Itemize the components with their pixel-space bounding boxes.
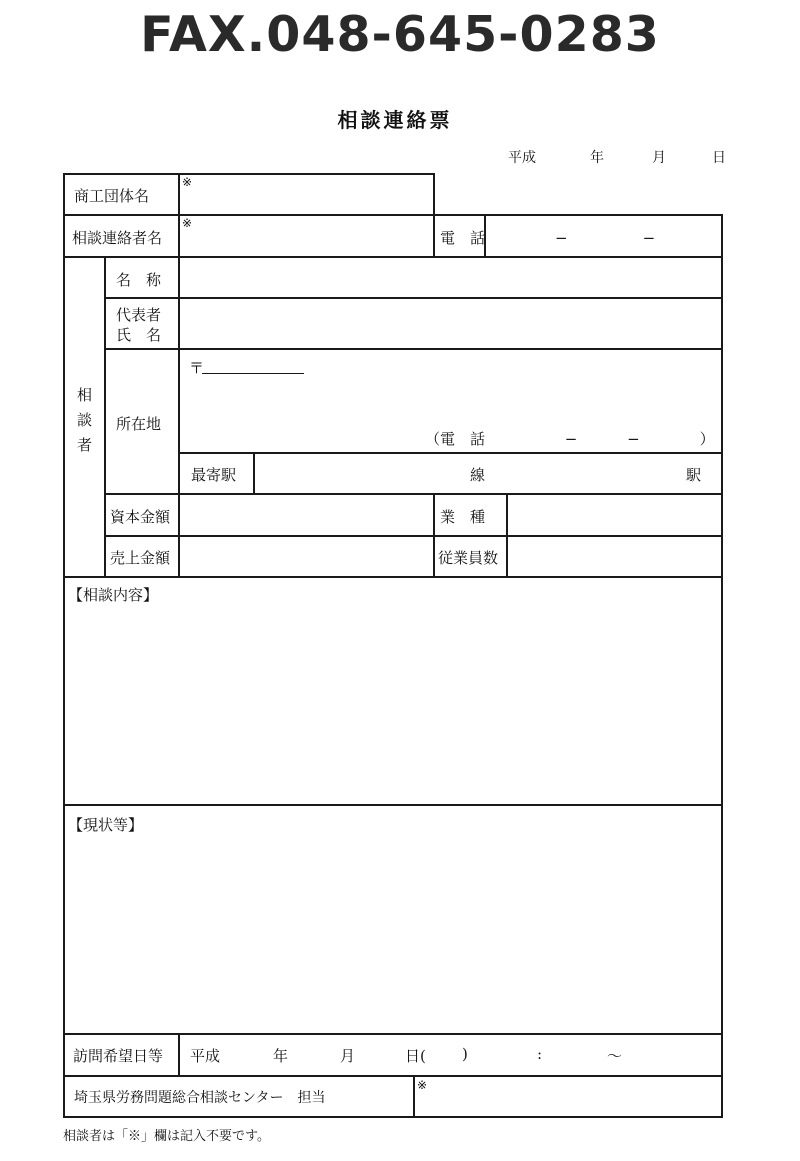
visit-day: 日( [405, 1047, 426, 1065]
postal-mark: 〒 [189, 359, 205, 377]
capital-label: 資本金額 [110, 508, 171, 526]
company-name-label: 名 称 [116, 271, 162, 289]
industry-label: 業 種 [440, 508, 486, 526]
visit-field[interactable] [180, 1035, 720, 1074]
org-name-mark: ※ [182, 175, 193, 189]
form-title: 相談連絡票 [337, 108, 453, 132]
address-phone: （電 話 − − ） [425, 430, 715, 448]
contact-name-label: 相談連絡者名 [72, 229, 163, 247]
address-label: 所在地 [116, 415, 162, 433]
industry-field[interactable] [508, 495, 721, 534]
consultant-group-label: 相 談 者 [77, 386, 93, 454]
consultation-content-label: 【相談内容】 [68, 586, 159, 604]
contact-name-mark: ※ [182, 216, 193, 230]
contact-name-field[interactable] [180, 216, 433, 255]
current-status-label: 【現状等】 [68, 816, 144, 834]
date-era: 平成 [508, 150, 536, 166]
org-name-field[interactable] [180, 175, 433, 213]
center-staff-label: 埼玉県労務問題総合相談センター 担当 [74, 1090, 326, 1106]
visit-year: 年 [273, 1047, 289, 1065]
sales-field[interactable] [180, 537, 432, 575]
date-day: 日 [712, 150, 726, 166]
station-suffix: 駅 [686, 466, 702, 484]
employees-field[interactable] [508, 537, 721, 575]
representative-field[interactable] [180, 299, 721, 347]
fax-number: FAX.048-645-0283 [140, 6, 660, 63]
company-name-field[interactable] [180, 259, 721, 296]
visit-era: 平成 [190, 1047, 221, 1065]
visit-paren-close: ) [462, 1045, 468, 1063]
staff-field[interactable] [415, 1078, 720, 1115]
representative-label-2: 氏 名 [116, 326, 162, 344]
station-field[interactable] [255, 454, 721, 492]
date-year: 年 [590, 150, 604, 166]
station-label: 最寄駅 [191, 466, 237, 484]
representative-label-1: 代表者 [116, 306, 162, 324]
staff-mark: ※ [417, 1078, 428, 1092]
sales-label: 売上金額 [110, 549, 171, 567]
visit-label: 訪問希望日等 [73, 1047, 164, 1065]
station-line-label: 線 [470, 466, 486, 484]
footer-note: 相談者は「※」欄は記入不要です。 [63, 1129, 270, 1144]
capital-field[interactable] [180, 495, 432, 534]
current-status-field[interactable] [66, 836, 720, 1031]
phone-label: 電 話 [440, 229, 486, 247]
phone-dashes: − − [555, 229, 656, 247]
visit-month: 月 [340, 1047, 356, 1065]
phone-field[interactable] [486, 216, 721, 255]
org-name-label: 商工団体名 [74, 187, 150, 205]
visit-colon: : [537, 1045, 543, 1063]
date-month: 月 [652, 150, 666, 166]
consultation-content-field[interactable] [66, 606, 720, 802]
employees-label: 従業員数 [438, 549, 499, 567]
visit-tilde: 〜 [607, 1047, 623, 1065]
